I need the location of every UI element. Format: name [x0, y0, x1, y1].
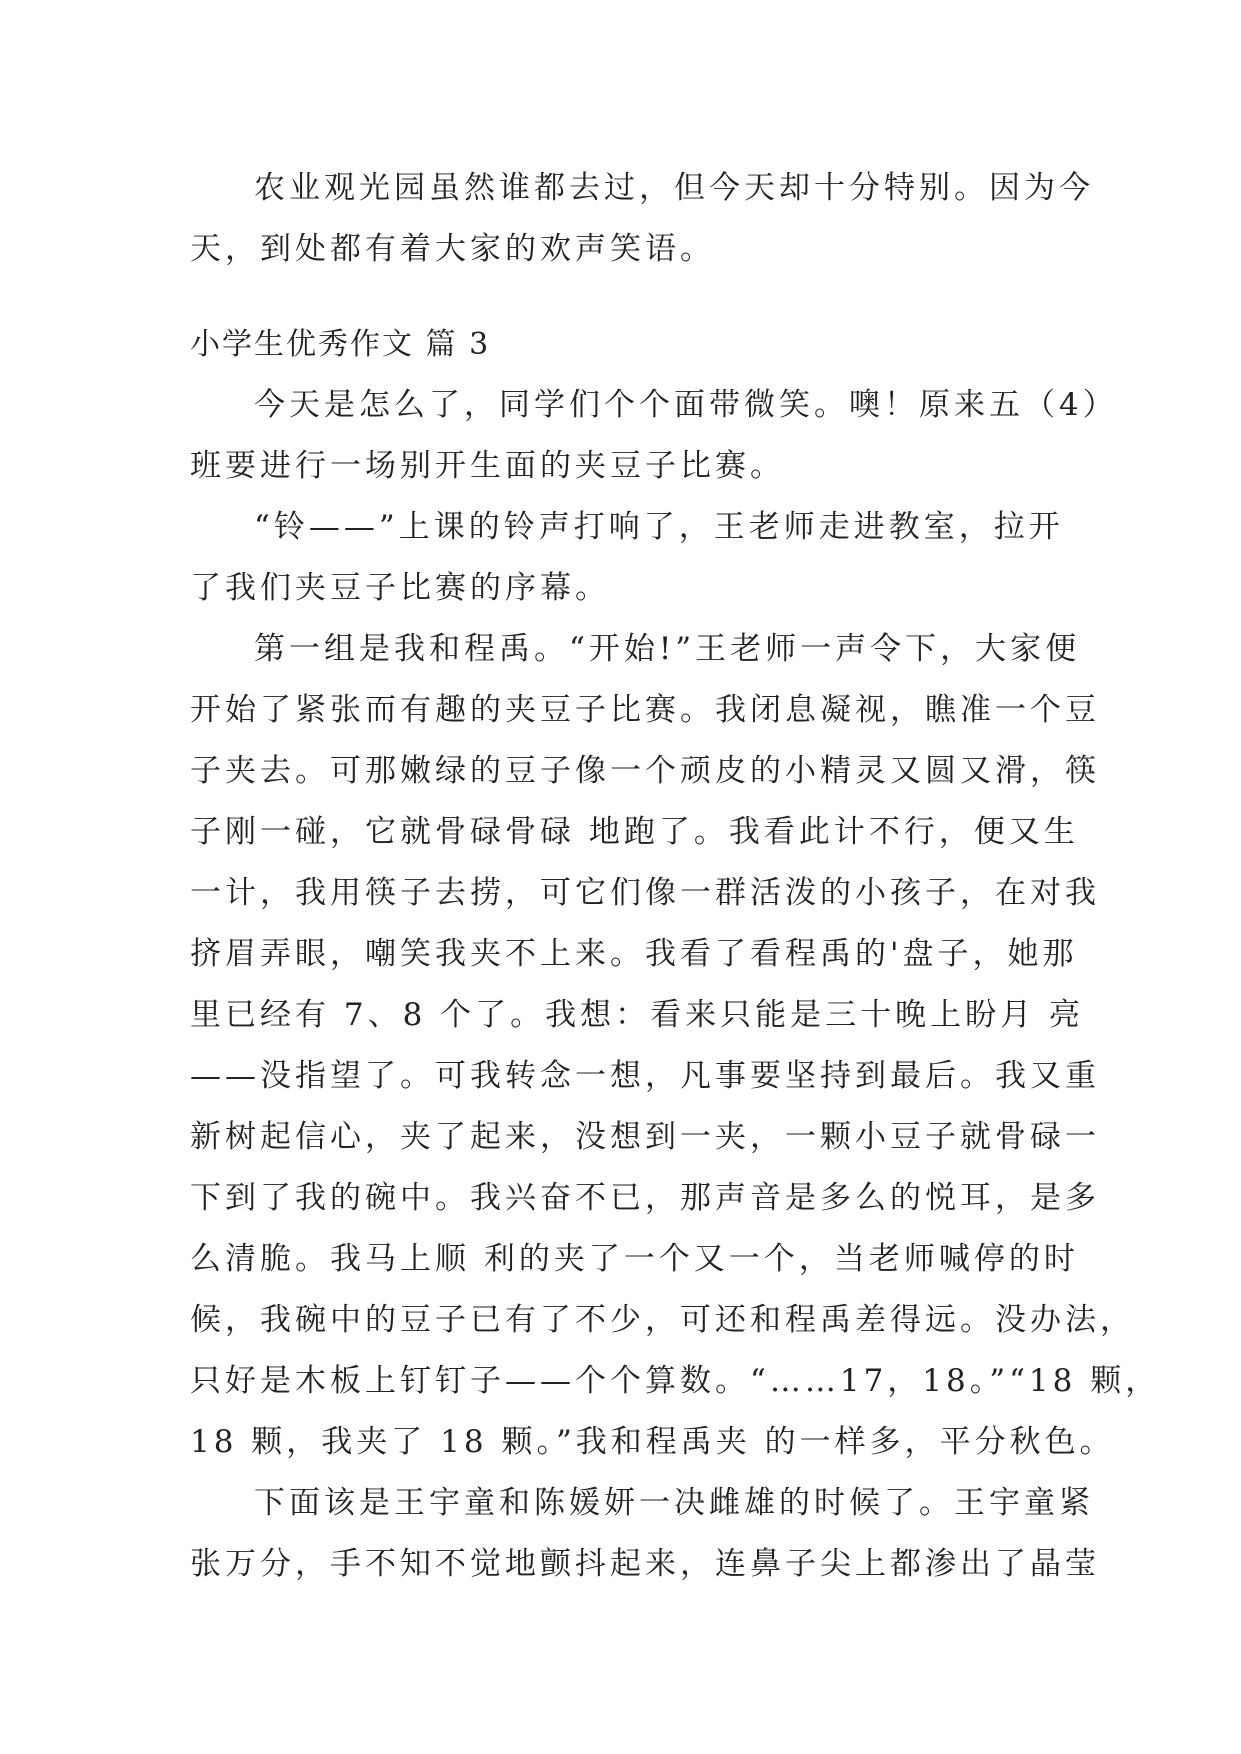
section-title: 小学生优秀作文 篇 3 — [190, 327, 491, 362]
paragraph-1 — [190, 375, 1118, 497]
text-line: “铃——”上课的铃声打响了，王老师走进教室，拉开 — [254, 509, 1064, 545]
paragraph-3 — [190, 619, 1161, 1473]
text-line: 了我们夹豆子比赛的序幕。 — [190, 570, 610, 606]
text-line: 天，到处都有着大家的欢声笑语。 — [190, 231, 715, 267]
text-line: 农业观光园虽然谁都去过，但今天却十分特别。因为今 — [254, 170, 1094, 206]
text-line: 18 颗，我夹了 18 颗。”我和程禹夹 的一样多，平分秋色。 — [190, 1424, 1115, 1460]
paragraph-2 — [190, 497, 1064, 619]
text-line: 今天是怎么了，同学们个个面带微笑。噢！原来五（4） — [254, 387, 1118, 423]
text-line: 只好是木板上钉钉子——个个算数。“……17，18。”“18 颗， — [190, 1363, 1161, 1399]
text-line: 子刚一碰，它就骨碌骨碌 地跑了。我看此计不行，便又生 — [190, 814, 1079, 850]
text-line: ——没指望了。可我转念一想，凡事要坚持到最后。我又重 — [190, 1058, 1100, 1094]
text-line: 么清脆。我马上顺 利的夹了一个又一个，当老师喊停的时 — [190, 1241, 1079, 1277]
text-line: 下面该是王宇童和陈媛妍一决雌雄的时候了。王宇童紧 — [254, 1485, 1094, 1521]
text-line: 下到了我的碗中。我兴奋不已，那声音是多么的悦耳，是多 — [190, 1180, 1100, 1216]
text-line: 挤眉弄眼，嘲笑我夹不上来。我看了看程禹的'盘子，她那 — [190, 936, 1078, 972]
document-body — [190, 158, 1161, 1595]
intro-paragraph — [190, 158, 1094, 280]
text-line: 一计，我用筷子去捞，可它们像一群活泼的小孩子，在对我 — [190, 875, 1100, 911]
text-line: 候，我碗中的豆子已有了不少，可还和程禹差得远。没办法， — [190, 1302, 1135, 1338]
text-line: 第一组是我和程禹。“开始!”王老师一声令下，大家便 — [254, 631, 1081, 667]
paragraph-4 — [190, 1473, 1100, 1595]
text-line: 里已经有 7、8 个了。我想：看来只能是三十晚上盼月 亮 — [190, 997, 1085, 1033]
text-line: 开始了紧张而有趣的夹豆子比赛。我闭息凝视，瞧准一个豆 — [190, 692, 1100, 728]
text-line: 子夹去。可那嫩绿的豆子像一个顽皮的小精灵又圆又滑，筷 — [190, 753, 1100, 789]
text-line: 新树起信心，夹了起来，没想到一夹，一颗小豆子就骨碌一 — [190, 1119, 1100, 1155]
text-line: 班要进行一场别开生面的夹豆子比赛。 — [190, 448, 785, 484]
text-line: 张万分，手不知不觉地颤抖起来，连鼻子尖上都渗出了晶莹 — [190, 1546, 1100, 1582]
